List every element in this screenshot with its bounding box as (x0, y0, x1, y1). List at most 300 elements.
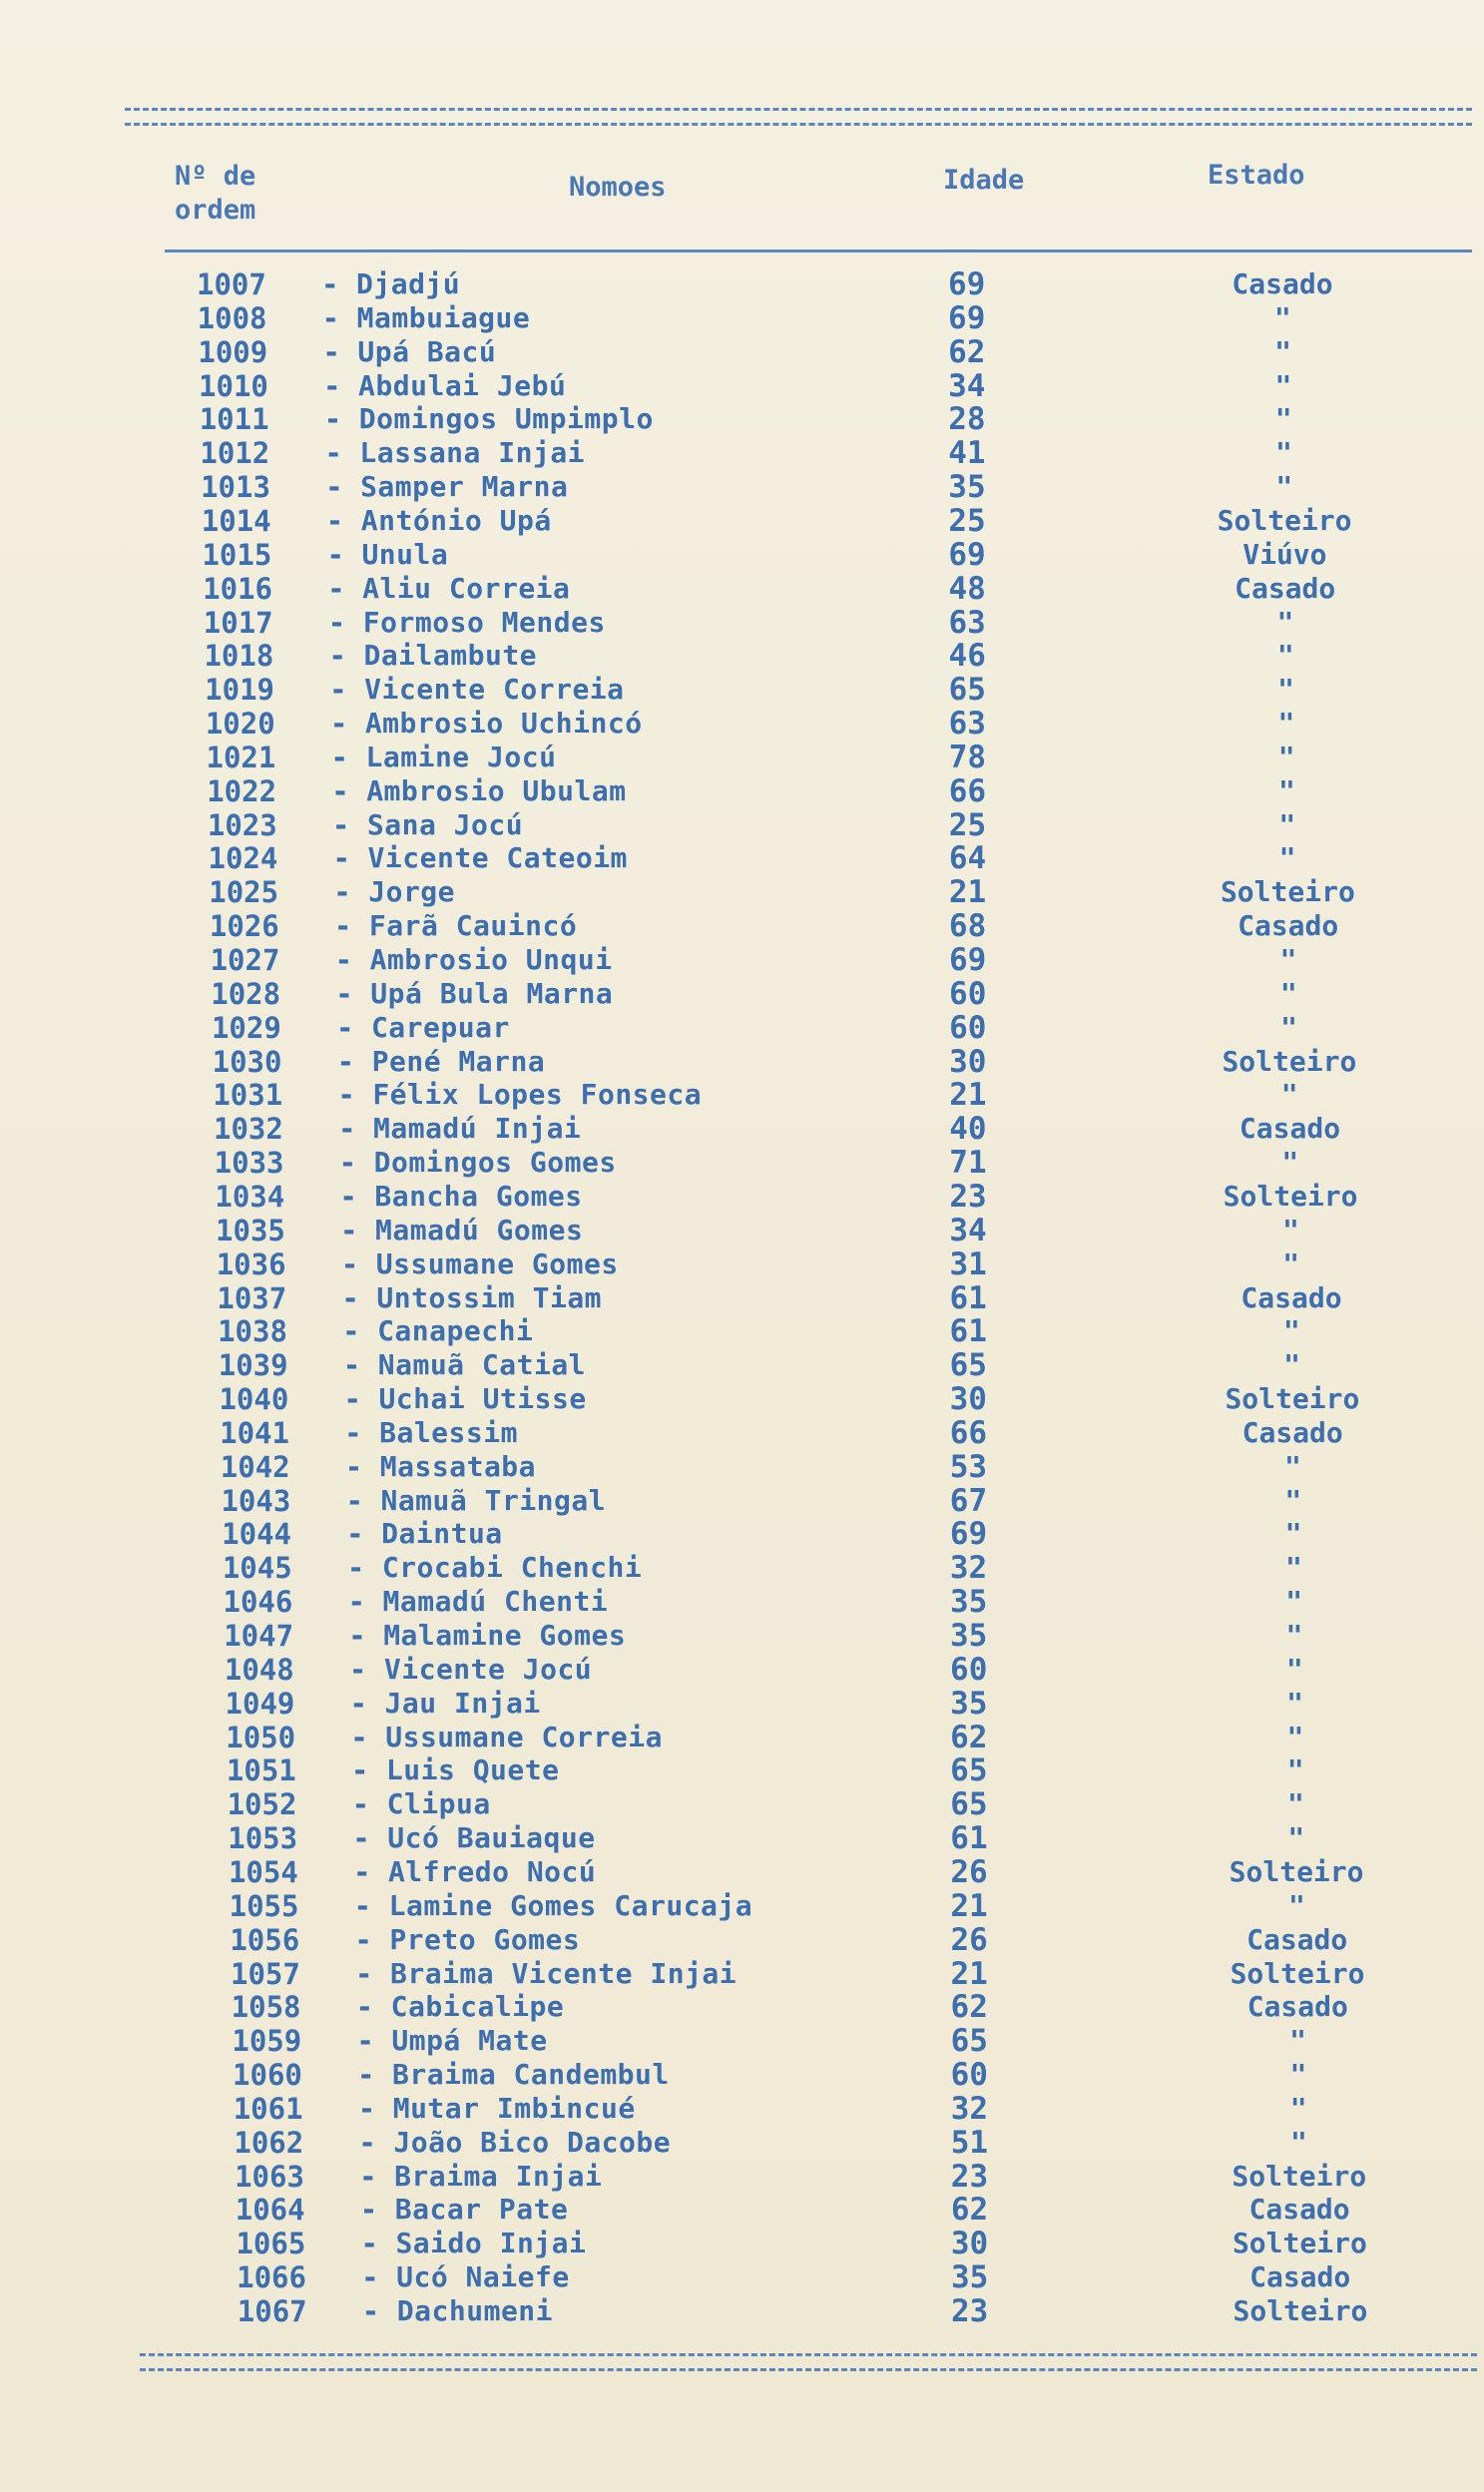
row-number: 1008 (197, 300, 267, 335)
row-dash: - (331, 773, 349, 808)
row-age: 30 (949, 1381, 987, 1418)
row-dash: - (321, 300, 340, 335)
row-number: 1009 (198, 334, 268, 369)
row-dash: - (351, 1787, 370, 1822)
row-age: 68 (948, 908, 987, 945)
row-dash: - (343, 1382, 361, 1417)
row-name: Vicente Jocú (383, 1652, 593, 1686)
row-dash: - (350, 1720, 368, 1754)
row-age: 60 (949, 975, 987, 1012)
row-state: Casado (1237, 909, 1339, 943)
row-age: 71 (949, 1145, 987, 1182)
row-name: Mamadú Chenti (382, 1585, 609, 1619)
row-dash: - (321, 267, 339, 301)
row-age: 23 (949, 1178, 987, 1215)
row-age: 21 (949, 1077, 987, 1114)
row-dash: - (333, 875, 351, 910)
row-age: 65 (949, 1347, 987, 1384)
row-name: Alfredo Nocú (387, 1854, 597, 1888)
row-age: 46 (948, 638, 986, 675)
row-dash: - (342, 1314, 360, 1349)
row-dash: - (337, 1078, 355, 1113)
row-name: Vicente Correia (364, 673, 625, 707)
row-age: 23 (950, 2158, 989, 2195)
row-name: Farã Cauincó (368, 909, 578, 943)
row-name: Aliu Correia (362, 571, 571, 605)
row-name: Braima Vicente Injai (390, 1956, 738, 1990)
row-age: 35 (949, 1584, 988, 1621)
row-age: 69 (949, 1516, 988, 1553)
row-name: Ambrosio Uchincó (364, 707, 643, 741)
row-age: 30 (950, 2226, 989, 2262)
row-state: Casado (1248, 2193, 1350, 2227)
row-age: 61 (949, 1279, 987, 1316)
row-state: Solteiro (1229, 1854, 1364, 1888)
row-number: 1055 (229, 1888, 299, 1923)
row-number: 1053 (228, 1821, 298, 1856)
row-age: 65 (948, 672, 986, 709)
row-state: Casado (1246, 1922, 1348, 1956)
row-number: 1035 (216, 1213, 285, 1247)
row-number: 1007 (197, 267, 266, 301)
row-dash: - (360, 2227, 378, 2261)
row-name: Braima Injai (394, 2159, 603, 2193)
row-dash: - (361, 2294, 380, 2328)
row-state: " (1289, 2091, 1307, 2125)
row-state: Solteiro (1217, 503, 1352, 537)
row-number: 1020 (205, 707, 275, 742)
row-number: 1022 (207, 773, 277, 808)
row-number: 1019 (205, 673, 274, 708)
row-number: 1042 (220, 1449, 290, 1484)
row-age: 21 (950, 1955, 988, 1992)
row-dash: - (330, 740, 348, 774)
row-state: Viúvo (1242, 537, 1327, 571)
row-age: 63 (948, 604, 986, 641)
row-state: Casado (1246, 1990, 1348, 2024)
row-dash: - (356, 2024, 374, 2059)
row-name: Clipua (386, 1787, 491, 1821)
row-dash: - (350, 1753, 369, 1788)
header-estado: Estado (1208, 160, 1305, 191)
row-name: Ussumane Gomes (375, 1246, 619, 1280)
row-state: " (1279, 976, 1297, 1010)
row-age: 62 (950, 1719, 988, 1755)
row-number: 1023 (207, 807, 277, 842)
row-age: 21 (948, 874, 987, 911)
row-age: 62 (948, 333, 986, 370)
row-age: 78 (948, 739, 987, 775)
bottom-double-rule (140, 2353, 1477, 2371)
row-number: 1044 (222, 1517, 291, 1552)
row-number: 1045 (222, 1551, 292, 1586)
row-age: 60 (949, 1009, 987, 1046)
row-number: 1064 (235, 2193, 305, 2228)
row-state: " (1287, 1821, 1305, 1855)
row-dash: - (338, 1146, 357, 1181)
row-state: " (1276, 605, 1294, 639)
row-name: Bancha Gomes (374, 1179, 583, 1213)
row-age: 63 (948, 706, 986, 743)
row-age: 35 (948, 469, 986, 506)
row-number: 1041 (220, 1415, 289, 1450)
row-number: 1017 (203, 605, 273, 640)
row-dash: - (339, 1179, 357, 1214)
row-age: 62 (950, 1989, 988, 2026)
row-dash: - (322, 334, 340, 369)
row-number: 1015 (202, 537, 272, 572)
row-name: Abdulai Jebú (358, 368, 567, 402)
row-state: " (1286, 1753, 1304, 1787)
row-age: 66 (948, 772, 987, 809)
row-dash: - (334, 943, 353, 977)
row-state: " (1275, 470, 1293, 504)
row-dash: - (333, 909, 352, 944)
row-state: " (1281, 1213, 1299, 1246)
row-dash: - (344, 1449, 363, 1484)
row-number: 1037 (217, 1280, 287, 1315)
row-dash: - (331, 807, 350, 842)
row-age: 25 (948, 502, 986, 539)
row-dash: - (348, 1652, 367, 1687)
row-state: " (1273, 300, 1291, 334)
row-dash: - (352, 1854, 371, 1889)
row-number: 1030 (212, 1044, 282, 1079)
row-dash: - (338, 1112, 356, 1147)
row-state: " (1274, 334, 1292, 368)
row-number: 1025 (209, 875, 279, 910)
row-age: 40 (949, 1111, 987, 1148)
top-double-rule (125, 108, 1472, 126)
row-state: " (1276, 639, 1294, 673)
row-number: 1029 (211, 1010, 281, 1045)
row-name: Pené Marna (371, 1044, 546, 1078)
row-age: 69 (948, 942, 987, 978)
row-age: 28 (948, 401, 986, 438)
row-state: " (1283, 1348, 1300, 1382)
row-name: Ucó Naiefe (396, 2260, 570, 2294)
row-dash: - (344, 1415, 362, 1450)
row-number: 1060 (233, 2058, 302, 2093)
row-state: " (1277, 740, 1295, 773)
row-number: 1028 (211, 976, 281, 1011)
row-state: Casado (1238, 1112, 1341, 1146)
row-number: 1038 (218, 1314, 287, 1349)
row-state: " (1285, 1619, 1303, 1652)
row-dash: - (361, 2260, 379, 2295)
row-state: " (1278, 807, 1296, 841)
row-state: " (1287, 1787, 1304, 1821)
row-name: João Bico Dacobe (393, 2125, 672, 2159)
row-dash: - (325, 470, 343, 505)
header-numero-ordem: Nº de ordem (175, 161, 256, 226)
row-dash: - (323, 368, 341, 403)
row-number: 1036 (216, 1246, 286, 1281)
header-nomes: Nomoes (569, 172, 667, 203)
row-age: 21 (950, 1887, 988, 1924)
row-state: " (1284, 1449, 1301, 1483)
row-dash: - (335, 976, 353, 1011)
row-age: 65 (950, 1752, 988, 1789)
row-age: 31 (949, 1246, 987, 1282)
row-number: 1059 (232, 2024, 302, 2059)
row-dash: - (346, 1551, 365, 1586)
row-name: Samper Marna (360, 470, 569, 504)
row-name: Lamine Jocú (365, 740, 557, 773)
row-name: Vicente Cateoim (367, 841, 628, 875)
row-age: 62 (950, 2192, 989, 2229)
row-name: Mutar Imbincué (392, 2091, 636, 2125)
row-age: 65 (950, 1786, 988, 1823)
row-dash: - (328, 639, 346, 674)
row-number: 1016 (203, 571, 272, 606)
row-number: 1050 (226, 1720, 296, 1754)
row-name: Mambuiague (356, 300, 531, 334)
row-state: " (1279, 943, 1297, 976)
row-state: " (1285, 1652, 1303, 1686)
row-state: Solteiro (1233, 2294, 1368, 2327)
row-name: Braima Candembul (392, 2058, 670, 2092)
row-age: 64 (948, 840, 987, 877)
row-number: 1012 (200, 436, 270, 471)
row-dash: - (358, 2125, 376, 2160)
row-age: 35 (949, 1618, 988, 1654)
row-dash: - (340, 1246, 359, 1281)
row-number: 1034 (215, 1179, 285, 1214)
row-name: Domingos Gomes (373, 1146, 617, 1180)
row-age: 67 (949, 1482, 988, 1519)
row-dash: - (355, 1956, 373, 1991)
row-state: Casado (1235, 571, 1336, 605)
row-dash: - (347, 1585, 365, 1620)
row-state: Solteiro (1232, 2159, 1367, 2193)
row-age: 51 (950, 2124, 989, 2161)
row-dash: - (323, 402, 342, 437)
row-age: 60 (950, 2057, 988, 2094)
row-age: 65 (950, 2023, 988, 2060)
row-age: 32 (949, 1550, 988, 1587)
row-age: 48 (948, 570, 986, 607)
row-name: Canapechi (377, 1314, 534, 1348)
row-state: " (1280, 1010, 1297, 1044)
row-state: " (1284, 1551, 1302, 1585)
row-number: 1010 (199, 368, 268, 403)
row-dash: - (340, 1213, 358, 1247)
row-state: Casado (1241, 1415, 1343, 1449)
row-state: Solteiro (1225, 1382, 1360, 1416)
row-name: Bacar Pate (394, 2193, 569, 2227)
row-name: Jau Injai (384, 1686, 541, 1720)
row-dash: - (353, 1888, 372, 1923)
row-number: 1047 (224, 1619, 294, 1653)
row-number: 1057 (231, 1956, 300, 1991)
row-state: " (1282, 1314, 1300, 1348)
row-number: 1021 (206, 740, 276, 774)
row-age: 53 (949, 1448, 988, 1485)
header-idade: Idade (943, 165, 1025, 196)
row-number: 1058 (231, 1990, 301, 2025)
row-name: Preto Gomes (389, 1922, 581, 1956)
row-state: Solteiro (1230, 1956, 1365, 1990)
row-name: Lassana Injai (359, 436, 586, 470)
row-number: 1032 (214, 1112, 283, 1147)
row-state: " (1287, 1888, 1305, 1922)
row-age: 30 (949, 1043, 987, 1080)
row-name: Djadjú (356, 267, 461, 300)
row-name: Ucó Bauiaque (387, 1821, 596, 1855)
row-name: Félix Lopes Fonseca (372, 1078, 703, 1112)
row-age: 32 (950, 2090, 989, 2127)
row-state: Solteiro (1232, 2227, 1367, 2260)
row-state: Casado (1240, 1280, 1342, 1314)
row-dash: - (341, 1280, 359, 1315)
row-name: Mamadú Injai (373, 1112, 582, 1146)
row-name: Crocabi Chenchi (381, 1551, 643, 1585)
row-dash: - (324, 436, 342, 471)
row-state: " (1278, 773, 1295, 807)
row-name: Umpá Mate (391, 2024, 548, 2058)
row-state: Solteiro (1220, 875, 1355, 909)
row-age: 26 (950, 1921, 988, 1958)
row-age: 61 (949, 1313, 987, 1350)
row-name: Unula (361, 537, 449, 571)
row-number: 1063 (235, 2159, 304, 2194)
row-number: 1048 (224, 1652, 294, 1687)
row-number: 1031 (213, 1078, 283, 1113)
row-number: 1049 (225, 1686, 295, 1721)
row-name: Luis Quete (385, 1753, 560, 1787)
row-name: Malamine Gomes (383, 1619, 627, 1652)
row-age: 69 (948, 536, 986, 573)
row-dash: - (336, 1044, 355, 1079)
row-dash: - (359, 2193, 378, 2228)
row-number: 1067 (237, 2294, 307, 2328)
row-name: Namuã Catial (377, 1348, 587, 1382)
row-name: António Upá (360, 503, 552, 537)
row-state: Solteiro (1222, 1044, 1357, 1078)
row-dash: - (357, 2058, 375, 2093)
row-state: " (1284, 1483, 1302, 1517)
header-rule (165, 249, 1472, 252)
row-dash: - (357, 2091, 376, 2126)
row-dash: - (354, 1922, 372, 1957)
row-state: " (1274, 402, 1292, 436)
row-number: 1014 (201, 503, 271, 538)
row-number: 1051 (226, 1753, 296, 1788)
row-state: Solteiro (1223, 1179, 1358, 1213)
row-age: 35 (950, 2259, 989, 2296)
row-state: " (1281, 1146, 1299, 1180)
row-dash: - (329, 673, 347, 708)
row-dash: - (325, 503, 344, 538)
row-number: 1027 (210, 943, 280, 977)
row-number: 1033 (214, 1146, 284, 1181)
row-dash: - (352, 1821, 370, 1856)
row-name: Upá Bacú (357, 334, 497, 368)
row-number: 1054 (228, 1854, 298, 1889)
row-number: 1062 (234, 2125, 304, 2160)
row-name: Uchai Utisse (378, 1382, 587, 1416)
row-age: 25 (948, 806, 987, 843)
row-dash: - (335, 1010, 354, 1045)
row-name: Sana Jocú (366, 807, 524, 841)
row-state: " (1290, 2125, 1307, 2159)
row-name: Untossim Tiam (376, 1280, 603, 1314)
row-state: " (1285, 1585, 1303, 1619)
row-dash: - (332, 841, 351, 876)
row-dash: - (329, 707, 348, 742)
row-age: 41 (948, 435, 986, 472)
row-dash: - (327, 571, 345, 606)
row-state: " (1280, 1078, 1298, 1112)
row-dash: - (326, 537, 344, 572)
row-dash: - (346, 1517, 364, 1552)
row-name: Daintua (381, 1517, 503, 1551)
row-number: 1026 (209, 909, 279, 944)
row-number: 1061 (233, 2091, 303, 2126)
row-dash: - (345, 1483, 363, 1518)
row-state: Casado (1232, 267, 1333, 300)
row-name: Carepuar (370, 1010, 510, 1044)
row-age: 23 (950, 2293, 989, 2329)
row-number: 1043 (221, 1483, 291, 1518)
row-name: Namuã Tringal (380, 1483, 607, 1517)
row-number: 1056 (230, 1922, 300, 1957)
row-number: 1052 (227, 1787, 297, 1822)
row-number: 1024 (208, 841, 278, 876)
row-name: Ambrosio Unqui (369, 943, 613, 976)
row-state: " (1277, 673, 1295, 707)
row-name: Domingos Umpimplo (358, 402, 654, 436)
row-name: Massataba (379, 1449, 537, 1483)
row-number: 1013 (201, 470, 270, 505)
row-dash: - (359, 2159, 377, 2194)
row-name: Dailambute (363, 639, 538, 673)
row-age: 34 (948, 367, 986, 404)
row-age: 66 (949, 1414, 988, 1451)
row-number: 1065 (236, 2227, 306, 2261)
row-age: 69 (948, 266, 986, 302)
row-state: " (1278, 841, 1296, 875)
row-state: " (1289, 2058, 1307, 2092)
row-name: Mamadú Gomes (375, 1213, 584, 1246)
row-name: Dachumeni (396, 2294, 554, 2327)
row-age: 35 (950, 1685, 988, 1722)
row-name: Cabicalipe (390, 1990, 565, 2024)
row-name: Lamine Gomes Carucaja (388, 1888, 753, 1922)
row-state: " (1275, 436, 1292, 470)
row-dash: - (349, 1686, 368, 1721)
row-state: " (1286, 1686, 1303, 1720)
row-number: 1040 (219, 1382, 289, 1417)
row-dash: - (342, 1348, 361, 1383)
row-name: Balessim (379, 1415, 518, 1449)
row-state: " (1282, 1246, 1300, 1280)
row-number: 1018 (204, 639, 274, 674)
row-state: " (1277, 707, 1295, 741)
row-state: " (1274, 368, 1292, 402)
row-age: 34 (949, 1212, 987, 1248)
row-state: Casado (1249, 2260, 1351, 2294)
row-name: Upá Bula Marna (370, 976, 614, 1010)
row-state: " (1289, 2024, 1307, 2058)
row-state: " (1286, 1720, 1304, 1753)
row-dash: - (355, 1990, 374, 2025)
row-name: Ussumane Correia (385, 1720, 663, 1753)
row-age: 60 (950, 1651, 988, 1688)
row-age: 61 (950, 1820, 988, 1857)
row-name: Jorge (368, 875, 456, 909)
